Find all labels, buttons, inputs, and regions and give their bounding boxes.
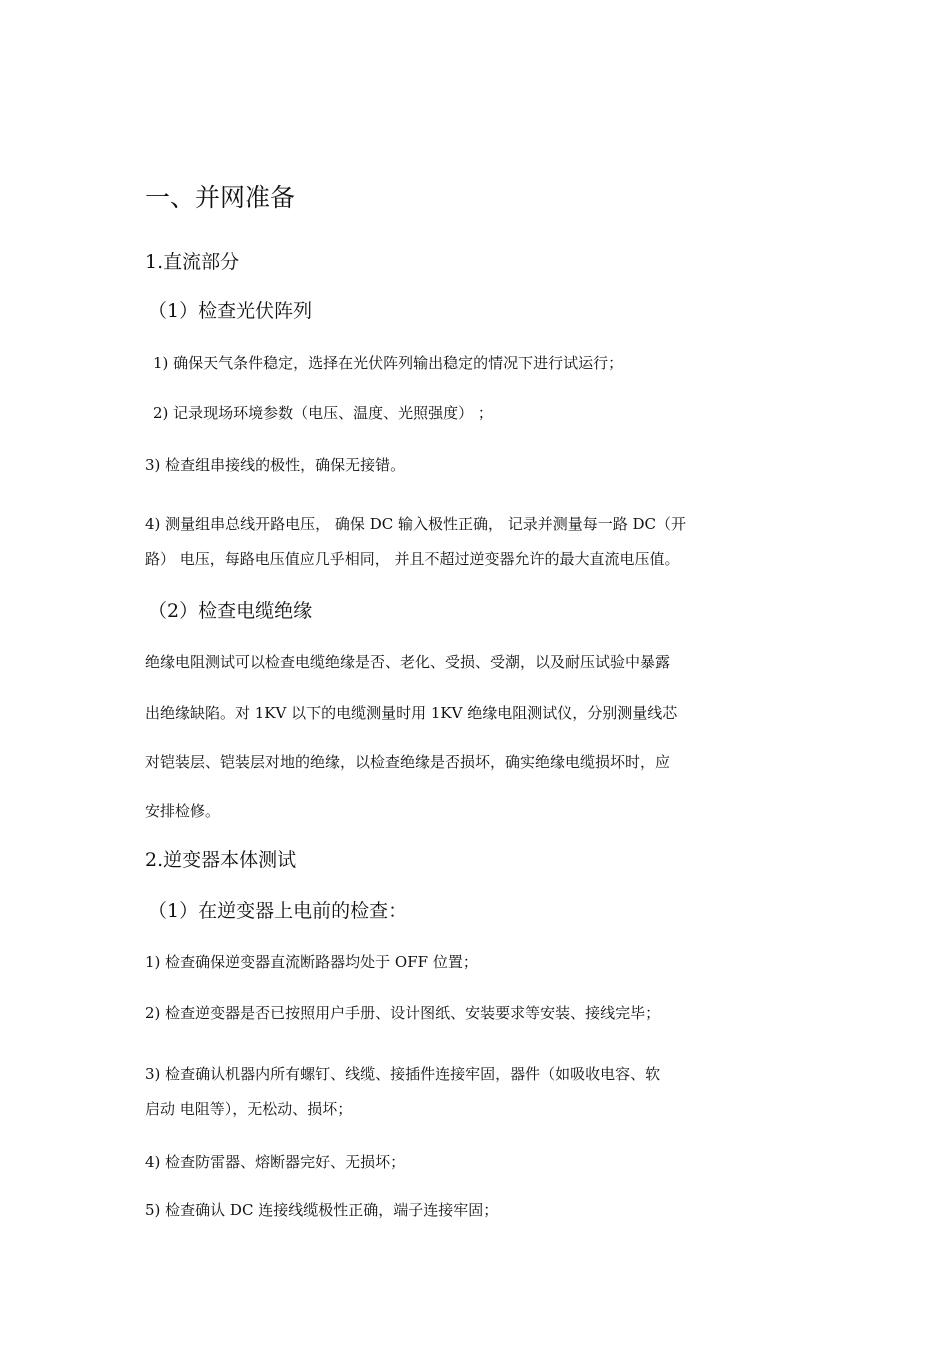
dc-section-title: 1.直流部分 [145, 251, 240, 273]
pre-power-item-3-line-2: 启动 电阻等），无松动、损坏； [145, 1100, 353, 1118]
cable-check-paragraph-line-2: 出绝缘缺陷。对 1KV 以下的电缆测量时用 1KV 绝缘电阻测试仪，分别测量线芯 [145, 704, 678, 722]
pv-check-item-3: 3) 检查组串接线的极性，确保无接错。 [145, 456, 406, 474]
pv-check-item-2: 2) 记录现场环境参数（电压、温度、光照强度） ； [153, 404, 493, 422]
pre-power-item-5: 5) 检查确认 DC 连接线缆极性正确，端子连接牢固； [145, 1201, 499, 1219]
pre-power-item-3-line-1: 3) 检查确认机器内所有螺钉、线缆、接插件连接牢固，器件（如吸收电容、软 [145, 1065, 661, 1083]
pre-power-check-title: （1）在逆变器上电前的检查： [148, 900, 408, 922]
pv-array-check-title: （1）检查光伏阵列 [148, 300, 313, 322]
pre-power-item-1: 1) 检查确保逆变器直流断路器均处于 OFF 位置； [145, 953, 478, 971]
section-title: 一、并网准备 [145, 183, 296, 212]
cable-insulation-check-title: （2）检查电缆绝缘 [148, 600, 313, 622]
pre-power-item-2: 2) 检查逆变器是否已按照用户手册、设计图纸、安装要求等安装、接线完毕； [145, 1004, 661, 1022]
pv-check-item-1: 1) 确保天气条件稳定，选择在光伏阵列输出稳定的情况下进行试运行； [153, 354, 624, 372]
cable-check-paragraph-line-4: 安排检修。 [145, 802, 221, 820]
cable-check-paragraph-line-3: 对铠装层、铠装层对地的绝缘，以检查绝缘是否损坏，确实绝缘电缆损坏时，应 [145, 753, 671, 771]
pv-check-item-4-line-1: 4) 测量组串总线开路电压， 确保 DC 输入极性正确， 记录并测量每一路 DC（开 [145, 515, 687, 533]
cable-check-paragraph-line-1: 绝缘电阻测试可以检查电缆绝缘是否、老化、受损、受潮，以及耐压试验中暴露 [145, 653, 671, 671]
pre-power-item-4: 4) 检查防雷器、熔断器完好、无损坏； [145, 1153, 406, 1171]
pv-check-item-4-line-2: 路） 电压，每路电压值应几乎相同， 并且不超过逆变器允许的最大直流电压值。 [145, 550, 680, 568]
inverter-section-title: 2.逆变器本体测试 [145, 849, 297, 871]
